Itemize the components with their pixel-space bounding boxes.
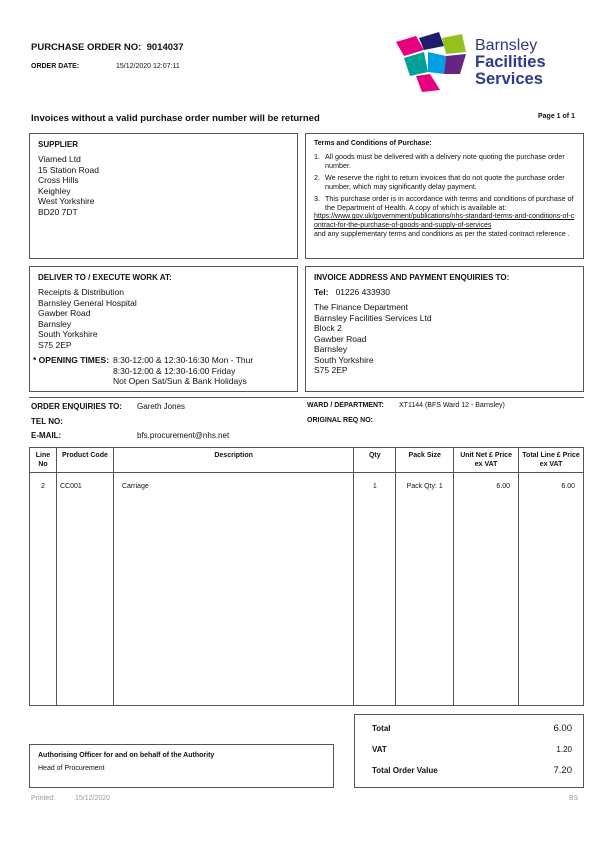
col-header-description: Description: [113, 448, 353, 473]
opening-line: Not Open Sat/Sun & Bank Holidays: [113, 376, 247, 386]
po-number-line: [31, 42, 184, 53]
terms-item-text: We reserve the right to return invoices that do not quote the purchase order number, which may significantly delay payment.: [325, 173, 565, 191]
order-date-value: 15/12/2020 12:07:11: [116, 63, 180, 70]
order-total-value: 7.20: [553, 765, 572, 776]
logo-line-2: Facilities: [475, 53, 546, 71]
totals-box: [354, 714, 584, 788]
cell-pack-size: Pack Qty: 1: [396, 473, 454, 706]
col-header-qty: Qty: [354, 448, 396, 473]
deliver-line: South Yorkshire: [38, 329, 98, 339]
po-label: PURCHASE ORDER NO:: [31, 42, 142, 53]
col-header-unit-price: Unit Net £ Price ex VAT: [454, 448, 519, 473]
deliver-line: Barnsley General Hospital: [38, 297, 137, 308]
deliver-line: Gawber Road: [38, 308, 91, 318]
logo-line-1: Barnsley: [475, 37, 538, 54]
enquiries-tel-label: TEL NO:: [31, 417, 63, 426]
opening-times-label: * OPENING TIMES:: [33, 355, 110, 365]
terms-item-number: 1.: [314, 152, 320, 161]
table-row: [30, 473, 584, 706]
order-total-label: Total Order Value: [372, 766, 438, 775]
ward-value: XT1144 (BFS Ward 12 - Barnsley): [399, 402, 505, 409]
terms-title: Terms and Conditions of Purchase:: [314, 140, 432, 147]
invoice-line: Barnsley Facilities Services Ltd: [314, 312, 432, 323]
col-header-pack-size: Pack Size: [396, 448, 454, 473]
col-header-line-no: Line No: [30, 448, 57, 473]
supplier-address: [38, 154, 289, 217]
deliver-line: S75 2EP: [38, 339, 72, 350]
vat-label: VAT: [372, 745, 387, 754]
opening-line: 8:30-12:00 & 12:30-16:00 Friday: [113, 365, 236, 376]
opening-times: [33, 355, 289, 387]
invoice-address: [314, 302, 575, 376]
invoice-line: Barnsley: [314, 344, 348, 354]
auth-title: Authorising Officer for and on behalf of the Authority: [38, 752, 215, 759]
supplier-line: 15 Station Road: [38, 164, 99, 175]
terms-item: [314, 194, 575, 212]
cell-unit-price: 6.00: [454, 473, 519, 706]
invoice-tel: [314, 287, 575, 297]
deliver-line: Barnsley: [38, 318, 72, 329]
invoice-line: S75 2EP: [314, 365, 348, 375]
supplier-line: Cross Hills: [38, 175, 79, 185]
terms-item-text: All goods must be delivered with a delivery note quoting the purchase order number.: [325, 152, 565, 170]
deliver-line: Receipts & Distribution: [38, 287, 124, 297]
terms-link[interactable]: https://www.gov.uk/government/publications/nhs-standard-terms-and-conditions-of-contract-for-the-purchase-of-goods-and-supply-of-services: [314, 213, 575, 229]
col-header-product-code: Product Code: [56, 448, 113, 473]
cell-description: Carriage: [113, 473, 353, 706]
enquiries-email[interactable]: bfs.procurement@nhs.net: [137, 431, 230, 440]
auth-role: Head of Procurement: [38, 765, 105, 772]
logo-line-3: Services: [475, 70, 543, 88]
table-header-row: [30, 448, 584, 473]
section-divider: [29, 397, 584, 398]
invoice-title: INVOICE ADDRESS AND PAYMENT ENQUIRIES TO:: [314, 273, 510, 282]
invoice-tel-number: 01226 433930: [335, 287, 390, 297]
col-header-line-total: Total Line £ Price ex VAT: [519, 448, 584, 473]
terms-item-number: 2.: [314, 173, 320, 182]
terms-item-number: 3.: [314, 194, 320, 203]
ward-label: WARD / DEPARTMENT:: [307, 402, 384, 409]
enquiries-email-label: E-MAIL:: [31, 431, 62, 440]
supplier-line: BD20 7DT: [38, 206, 78, 217]
invoice-box: [305, 266, 584, 392]
deliver-address: [38, 287, 289, 350]
terms-tail: and any supplementary terms and conditions as per the stated contract reference .: [314, 231, 570, 238]
terms-item-text: This purchase order is in accordance with terms and conditions of purchase of the Department of Health. A copy of which is available at:: [325, 194, 574, 212]
supplier-line: Viamed Ltd: [38, 154, 81, 164]
opening-times-values: [113, 355, 253, 387]
invoice-tel-label: Tel:: [314, 287, 329, 297]
opening-line: 8:30-12:00 & 12:30-16:30 Mon - Thur: [113, 355, 254, 365]
terms-box: [305, 133, 584, 259]
cell-line-total: 6.00: [519, 473, 584, 706]
po-number: 9014037: [146, 42, 184, 53]
bfs-logo-icon: [394, 32, 469, 94]
order-date-label: ORDER DATE:: [31, 63, 80, 70]
page-number: Page 1 of 1: [538, 113, 575, 120]
printed-date: 15/12/2020: [75, 795, 111, 802]
vat-value: 1.20: [556, 745, 572, 754]
order-items-table: [29, 447, 584, 706]
cell-qty: 1: [354, 473, 396, 706]
terms-item: [314, 152, 575, 170]
total-value: 6.00: [553, 723, 572, 734]
req-label: ORIGINAL REQ NO:: [307, 417, 373, 424]
printed-label: Printed:: [31, 795, 56, 802]
invoice-notice: Invoices without a valid purchase order number will be returned: [31, 113, 320, 124]
invoice-line: Gawber Road: [314, 333, 367, 344]
supplier-box: [29, 133, 298, 259]
invoice-line: The Finance Department: [314, 302, 409, 312]
deliver-box: [29, 266, 298, 392]
cell-line-no: 2: [30, 473, 57, 706]
invoice-line: Block 2: [314, 323, 342, 333]
supplier-line: West Yorkshire: [38, 196, 95, 206]
total-label: Total: [372, 724, 391, 733]
footer-initials: BS: [569, 795, 579, 802]
enquiries-name: Gareth Jones: [137, 402, 186, 411]
terms-item: [314, 173, 575, 191]
logo-text: [475, 37, 546, 88]
cell-product-code: CC001: [56, 473, 113, 706]
enquiries-label: ORDER ENQUIRIES TO:: [31, 402, 122, 411]
invoice-line: South Yorkshire: [314, 354, 374, 365]
supplier-line: Keighley: [38, 185, 71, 196]
supplier-title: SUPPLIER: [38, 140, 79, 149]
authorising-officer-box: [29, 744, 334, 788]
deliver-title: DELIVER TO / EXECUTE WORK AT:: [38, 273, 172, 282]
